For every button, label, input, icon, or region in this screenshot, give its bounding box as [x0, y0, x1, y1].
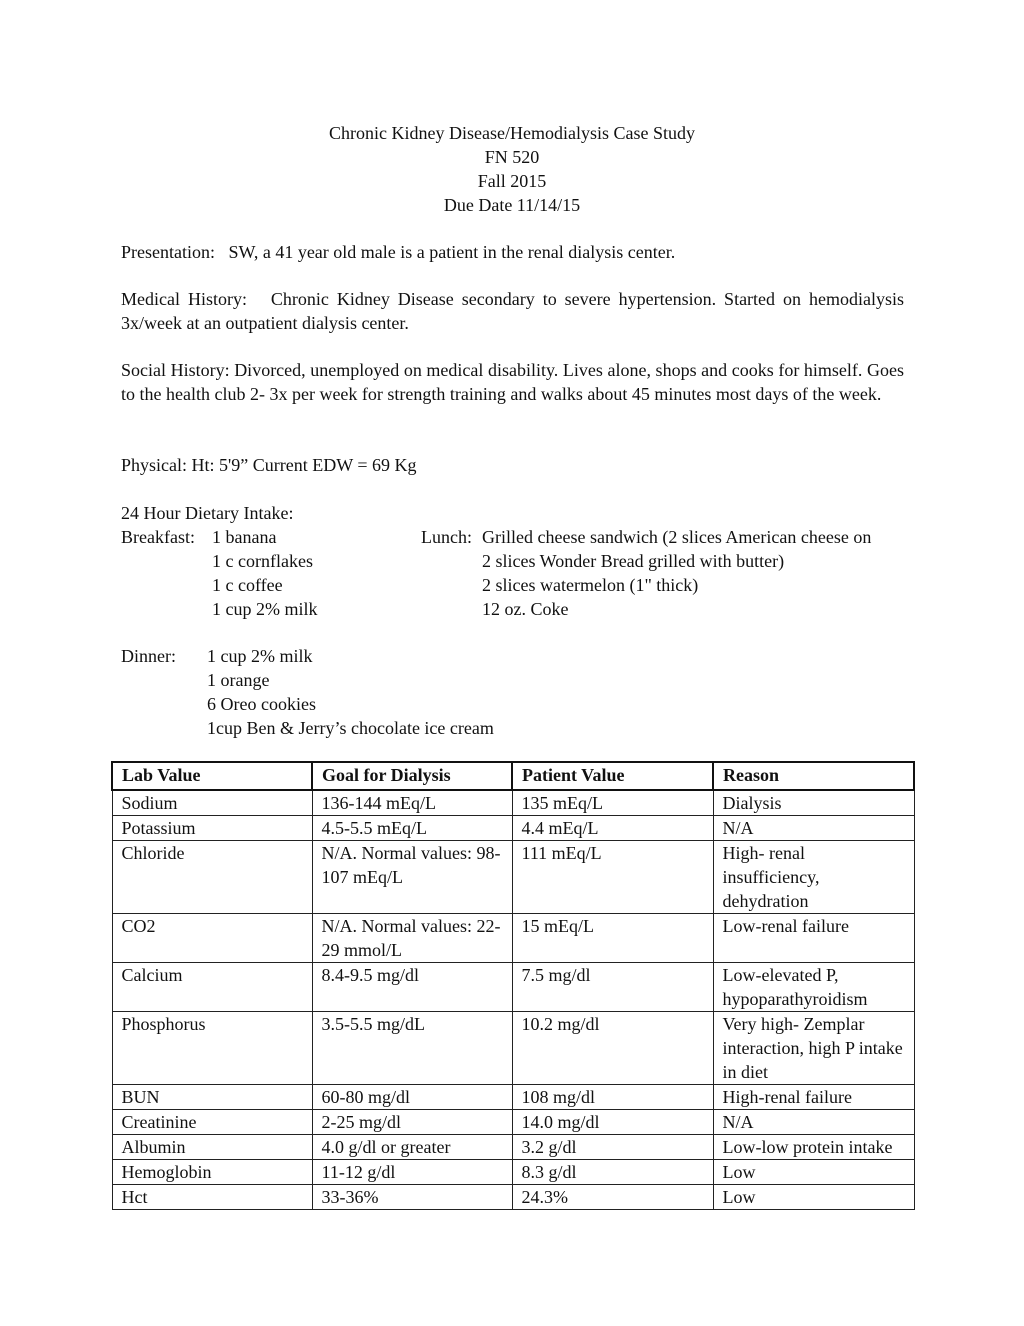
reason-cell: Low-elevated P, hypoparathyroidism — [713, 963, 914, 1012]
lunch-label: Lunch: — [421, 527, 472, 547]
table-row — [112, 1185, 914, 1210]
lab-name-cell: Creatinine — [112, 1110, 312, 1135]
table-row — [112, 963, 914, 1012]
table-row — [112, 1135, 914, 1160]
presentation-section — [121, 240, 904, 264]
lab-name-cell: Potassium — [112, 816, 312, 841]
lab-name-cell: Calcium — [112, 963, 312, 1012]
reason-cell: Low-low protein intake — [713, 1135, 914, 1160]
reason-cell: N/A — [713, 816, 914, 841]
goal-cell: N/A. Normal values: 98-107 mEq/L — [312, 841, 512, 914]
goal-cell: N/A. Normal values: 22-29 mmol/L — [312, 914, 512, 963]
lunch-item: 12 oz. Coke — [482, 599, 569, 619]
breakfast-item: 1 c coffee — [212, 575, 283, 595]
dinner-item: 1cup Ben & Jerry’s chocolate ice cream — [207, 718, 494, 738]
lab-values-table — [111, 761, 915, 1210]
dinner-item: 1 orange — [207, 670, 270, 690]
due-date: Due Date 11/14/15 — [443, 195, 581, 215]
table-row — [112, 1085, 914, 1110]
lab-name-cell: Hct — [112, 1185, 312, 1210]
physical-text: Ht: 5'9” Current EDW = 69 Kg — [191, 455, 417, 475]
breakfast-item: 1 banana — [212, 527, 277, 547]
column-header: Goal for Dialysis — [312, 762, 512, 790]
patient-value-cell: 10.2 mg/dl — [512, 1012, 713, 1085]
reason-cell: N/A — [713, 1110, 914, 1135]
table-row — [112, 1012, 914, 1085]
table-row — [112, 816, 914, 841]
reason-cell: High- renal insufficiency, dehydration — [713, 841, 914, 914]
goal-cell: 3.5-5.5 mg/dL — [312, 1012, 512, 1085]
goal-cell: 33-36% — [312, 1185, 512, 1210]
column-header: Patient Value — [512, 762, 713, 790]
document-header — [0, 121, 1024, 217]
presentation-text: SW, a 41 year old male is a patient in the renal dialysis center. — [228, 242, 676, 262]
lab-name-cell: Sodium — [112, 790, 312, 816]
patient-value-cell: 8.3 g/dl — [512, 1160, 713, 1185]
column-header: Lab Value — [112, 762, 312, 790]
physical-label: Physical: — [121, 455, 187, 475]
goal-cell: 4.5-5.5 mEq/L — [312, 816, 512, 841]
table-row — [112, 790, 914, 816]
breakfast-item: 1 c cornflakes — [212, 551, 313, 571]
reason-cell: Very high- Zemplar interaction, high P intake in diet — [713, 1012, 914, 1085]
patient-value-cell: 3.2 g/dl — [512, 1135, 713, 1160]
goal-cell: 136-144 mEq/L — [312, 790, 512, 816]
lunch-item: 2 slices watermelon (1" thick) — [482, 575, 699, 595]
column-header: Reason — [713, 762, 914, 790]
lab-name-cell: CO2 — [112, 914, 312, 963]
patient-value-cell: 24.3% — [512, 1185, 713, 1210]
table-row — [112, 914, 914, 963]
table-row — [112, 841, 914, 914]
lunch-item: 2 slices Wonder Bread grilled with butter) — [482, 551, 785, 571]
lab-name-cell: Albumin — [112, 1135, 312, 1160]
reason-cell: High-renal failure — [713, 1085, 914, 1110]
social-history-text: Divorced, unemployed on medical disability. Lives alone, shops and cooks for himself. Goes to the health club 2- 3x per week for strength training and walks about 45 minutes most days of the week. — [121, 360, 904, 404]
course-code: FN 520 — [484, 147, 540, 167]
table-row — [112, 1110, 914, 1135]
patient-value-cell: 15 mEq/L — [512, 914, 713, 963]
table-header-row — [112, 762, 914, 790]
medical-history-section — [121, 287, 904, 335]
patient-value-cell: 4.4 mEq/L — [512, 816, 713, 841]
breakfast-label: Breakfast: — [121, 527, 195, 547]
reason-cell: Dialysis — [713, 790, 914, 816]
patient-value-cell: 108 mg/dl — [512, 1085, 713, 1110]
social-history-section — [121, 358, 904, 406]
document-title: Chronic Kidney Disease/Hemodialysis Case Study — [329, 123, 695, 143]
lab-name-cell: Phosphorus — [112, 1012, 312, 1085]
patient-value-cell: 14.0 mg/dl — [512, 1110, 713, 1135]
table-row — [112, 1160, 914, 1185]
medical-history-label: Medical History: — [121, 289, 247, 309]
goal-cell: 8.4-9.5 mg/dl — [312, 963, 512, 1012]
lab-name-cell: Chloride — [112, 841, 312, 914]
goal-cell: 2-25 mg/dl — [312, 1110, 512, 1135]
physical-section — [121, 453, 904, 477]
lunch-item: Grilled cheese sandwich (2 slices American cheese on — [482, 527, 872, 547]
reason-cell: Low — [713, 1160, 914, 1185]
dinner-label: Dinner: — [121, 646, 176, 666]
goal-cell: 60-80 mg/dl — [312, 1085, 512, 1110]
patient-value-cell: 111 mEq/L — [512, 841, 713, 914]
reason-cell: Low-renal failure — [713, 914, 914, 963]
term: Fall 2015 — [477, 171, 547, 191]
goal-cell: 11-12 g/dl — [312, 1160, 512, 1185]
patient-value-cell: 7.5 mg/dl — [512, 963, 713, 1012]
dietary-intake-title: 24 Hour Dietary Intake: — [121, 503, 294, 523]
goal-cell: 4.0 g/dl or greater — [312, 1135, 512, 1160]
reason-cell: Low — [713, 1185, 914, 1210]
medical-history-text: Chronic Kidney Disease secondary to severe hypertension. Started on hemodialysis 3x/week at an outpatient dialysis center. — [121, 289, 904, 333]
presentation-label: Presentation: — [121, 242, 215, 262]
lab-name-cell: Hemoglobin — [112, 1160, 312, 1185]
social-history-label: Social History: — [121, 360, 230, 380]
patient-value-cell: 135 mEq/L — [512, 790, 713, 816]
dinner-item: 6 Oreo cookies — [207, 694, 316, 714]
dinner-item: 1 cup 2% milk — [207, 646, 313, 666]
lab-name-cell: BUN — [112, 1085, 312, 1110]
breakfast-item: 1 cup 2% milk — [212, 599, 318, 619]
